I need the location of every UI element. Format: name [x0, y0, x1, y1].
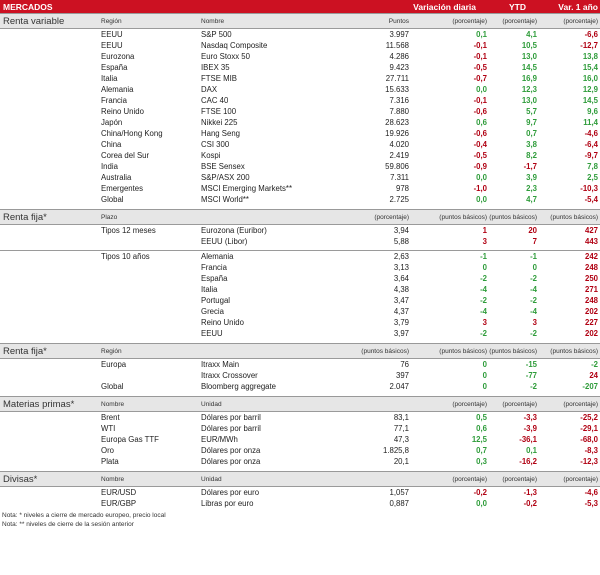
year-change-cell: 248 [584, 263, 598, 272]
footnote: Nota: ** niveles de cierre de la sesión anterior [2, 521, 134, 528]
daily-change-cell: 0 [482, 382, 487, 391]
ytd-change-cell: 10,5 [521, 41, 537, 50]
region-cell: China/Hong Kong [101, 129, 163, 138]
table-row [0, 139, 600, 150]
region-cell: India [101, 162, 118, 171]
section-materias-primas-body [0, 411, 600, 467]
name-cell: Portugal [201, 296, 231, 305]
year-change-cell: -29,1 [580, 424, 598, 433]
value-cell: 397 [395, 371, 409, 380]
daily-change-cell: -0,2 [473, 488, 487, 497]
table-row [0, 295, 600, 306]
year-change-cell: -6,4 [584, 140, 598, 149]
daily-change-cell: 0,7 [476, 446, 487, 455]
name-cell: S&P 500 [201, 30, 232, 39]
col-label: (porcentaje) [502, 17, 537, 25]
table-row [0, 273, 600, 284]
daily-change-cell: 0 [482, 263, 487, 272]
table-row [0, 28, 600, 40]
ytd-change-cell: -1,7 [523, 162, 537, 171]
ytd-change-cell: -1,3 [523, 488, 537, 497]
col-label: Puntos [388, 17, 409, 25]
daily-change-cell: 0 [482, 371, 487, 380]
unit-cell: Dólares por barril [201, 424, 261, 433]
term-cell: Tipos 10 años [101, 252, 150, 261]
value-cell: 4,37 [393, 307, 409, 316]
col-label: Región [101, 347, 122, 355]
ytd-change-cell: 4,7 [526, 195, 537, 204]
year-change-cell: -25,2 [580, 413, 598, 422]
table-row [0, 236, 600, 247]
col-label: Unidad [201, 475, 222, 483]
ytd-change-cell: 16,9 [521, 74, 537, 83]
col-label: Nombre [201, 17, 225, 25]
year-change-cell: 24 [589, 371, 598, 380]
value-cell: 3,97 [393, 329, 409, 338]
year-change-cell: -12,3 [580, 457, 598, 466]
col-label: (puntos básicos) [550, 347, 598, 355]
name-cell: BSE Sensex [201, 162, 245, 171]
region-cell: Australia [101, 173, 132, 182]
name-cell: Itraxx Main [201, 360, 240, 369]
daily-change-cell: -0,1 [473, 41, 487, 50]
table-row [0, 84, 600, 95]
table-row [0, 456, 600, 467]
value-cell: 0,887 [389, 499, 409, 508]
col-label: Nombre [101, 400, 125, 408]
value-cell: 5,88 [393, 237, 409, 246]
table-row [0, 150, 600, 161]
table-row [0, 250, 600, 262]
daily-change-cell: -0,6 [473, 129, 487, 138]
table-row [0, 224, 600, 236]
year-change-cell: -5,4 [584, 195, 598, 204]
daily-change-cell: -0,4 [473, 140, 487, 149]
table-row [0, 172, 600, 183]
daily-change-cell: -1 [480, 252, 487, 261]
section-renta-fija-tipos-body [0, 224, 600, 339]
year-change-cell: 443 [584, 237, 598, 246]
year-change-cell: 14,5 [582, 96, 598, 105]
ytd-change-cell: 13,0 [521, 52, 537, 61]
year-change-cell: 9,6 [587, 107, 598, 116]
name-cell: Euro Stoxx 50 [201, 52, 250, 61]
value-cell: 3,64 [393, 274, 409, 283]
col-label: (porcentaje) [452, 475, 487, 483]
col-label: (porcentaje) [502, 400, 537, 408]
value-cell: 1.825,8 [382, 446, 409, 455]
daily-change-cell: 0 [482, 360, 487, 369]
ytd-change-cell: 4,1 [526, 30, 537, 39]
daily-change-cell: -2 [480, 329, 487, 338]
table-title: MERCADOS [3, 1, 53, 12]
ytd-change-cell: -2 [530, 274, 537, 283]
section-title: Materias primas* [3, 398, 75, 410]
table-row [0, 51, 600, 62]
section-title: Renta fija* [3, 211, 47, 223]
region-cell: EEUU [101, 41, 123, 50]
value-cell: 7.311 [390, 173, 409, 182]
year-change-cell: 15,4 [582, 63, 598, 72]
name-cell: Italia [201, 285, 218, 294]
daily-change-cell: -4 [480, 307, 487, 316]
year-change-cell: 248 [584, 296, 598, 305]
ytd-change-cell: -3,9 [523, 424, 537, 433]
region-cell: Global [101, 195, 124, 204]
year-change-cell: -207 [582, 382, 598, 391]
section-divisas-header [0, 471, 600, 486]
ytd-change-cell: 8,2 [526, 151, 537, 160]
table-row [0, 73, 600, 84]
ytd-change-cell: 3,9 [526, 173, 537, 182]
ytd-change-cell: 0 [532, 263, 537, 272]
table-row [0, 317, 600, 328]
region-cell: EEUU [101, 30, 123, 39]
daily-change-cell: -1,0 [473, 184, 487, 193]
region-cell: Corea del Sur [101, 151, 150, 160]
name-cell: EEUU [201, 329, 223, 338]
year-change-cell: -10,3 [580, 184, 598, 193]
ytd-change-cell: 13,0 [521, 96, 537, 105]
value-cell: 19.926 [385, 129, 409, 138]
col-label: Unidad [201, 400, 222, 408]
value-cell: 4,38 [393, 285, 409, 294]
daily-change-cell: 0,0 [476, 173, 487, 182]
value-cell: 20,1 [393, 457, 409, 466]
section-title: Renta variable [3, 15, 65, 27]
year-change-cell: -4,6 [584, 129, 598, 138]
col-label: Región [101, 17, 122, 25]
col-label: (puntos básicos) [439, 347, 487, 355]
year-change-cell: 227 [584, 318, 598, 327]
section-materias-primas-header [0, 396, 600, 411]
year-change-cell: -6,6 [584, 30, 598, 39]
table-row [0, 284, 600, 295]
name-cell: Nikkei 225 [201, 118, 238, 127]
name-cell: Kospi [201, 151, 221, 160]
year-change-cell: 2,5 [587, 173, 598, 182]
name-cell: FTSE 100 [201, 107, 237, 116]
name-cell: Francia [201, 263, 227, 272]
table-row [0, 423, 600, 434]
value-cell: 3,79 [393, 318, 409, 327]
year-change-cell: 12,9 [582, 85, 598, 94]
ytd-change-cell: 0,7 [526, 129, 537, 138]
unit-cell: Dólares por onza [201, 457, 261, 466]
year-change-cell: -2 [591, 360, 598, 369]
daily-change-cell: -0,6 [473, 107, 487, 116]
section-renta-fija-credito-header [0, 343, 600, 358]
name-cell: Grecia [201, 307, 224, 316]
name-cell: Eurozona (Euribor) [201, 226, 267, 235]
name-cell: FTSE MIB [201, 74, 237, 83]
region-cell: Reino Unido [101, 107, 144, 116]
table-row [0, 62, 600, 73]
ytd-change-cell: 3 [532, 318, 537, 327]
value-cell: 3,94 [393, 226, 409, 235]
year-change-cell: -5,3 [584, 499, 598, 508]
name-cell: España [201, 274, 228, 283]
table-row [0, 381, 600, 392]
col-label: Nombre [101, 475, 125, 483]
table-row [0, 194, 600, 205]
value-cell: 3.997 [389, 30, 409, 39]
table-row [0, 370, 600, 381]
year-change-cell: 202 [584, 329, 598, 338]
value-cell: 28.623 [385, 118, 409, 127]
table-row [0, 306, 600, 317]
region-cell: Eurozona [101, 52, 135, 61]
region-cell: Global [101, 382, 124, 391]
year-change-cell: -9,7 [584, 151, 598, 160]
ytd-change-cell: -3,3 [523, 413, 537, 422]
value-cell: 2.047 [389, 382, 409, 391]
daily-change-cell: 0,6 [476, 118, 487, 127]
region-cell: Italia [101, 74, 118, 83]
value-cell: 2.725 [389, 195, 409, 204]
name-cell: EEUU (Libor) [201, 237, 248, 246]
col-label: (puntos básicos) [439, 213, 487, 221]
col-label: (porcentaje) [563, 17, 598, 25]
col-label: (porcentaje) [563, 475, 598, 483]
footnote: Nota: * niveles a cierre de mercado europeo, precio local [2, 512, 166, 519]
daily-change-cell: 1 [482, 226, 487, 235]
value-cell: 47,3 [393, 435, 409, 444]
value-cell: 15.633 [385, 85, 409, 94]
table-row [0, 486, 600, 498]
year-change-cell: 242 [584, 252, 598, 261]
daily-change-cell: -0,7 [473, 74, 487, 83]
year-change-cell: -4,6 [584, 488, 598, 497]
table-row [0, 95, 600, 106]
daily-change-cell: -0,1 [473, 96, 487, 105]
value-cell: 77,1 [393, 424, 409, 433]
year-change-cell: 427 [584, 226, 598, 235]
col-label: (puntos básicos) [489, 347, 537, 355]
value-cell: 27.711 [385, 74, 409, 83]
year-change-cell: 250 [584, 274, 598, 283]
region-cell: España [101, 63, 128, 72]
value-cell: 2.419 [389, 151, 409, 160]
table-header-bar [0, 0, 600, 13]
table-row [0, 161, 600, 172]
name-cell: S&P/ASX 200 [201, 173, 250, 182]
value-cell: 11.568 [385, 41, 409, 50]
table-row [0, 117, 600, 128]
name-cell: Europa Gas TTF [101, 435, 159, 444]
ytd-change-cell: -15 [525, 360, 537, 369]
name-cell: DAX [201, 85, 218, 94]
table-row [0, 128, 600, 139]
section-title: Renta fija* [3, 345, 47, 357]
col-label: Plazo [101, 213, 118, 221]
daily-change-cell: -0,1 [473, 52, 487, 61]
daily-change-cell: -0,5 [473, 151, 487, 160]
ytd-change-cell: -16,2 [519, 457, 537, 466]
daily-change-cell: 3 [482, 318, 487, 327]
col-daily-header: Variación diaria [413, 1, 476, 12]
name-cell: Brent [101, 413, 120, 422]
name-cell: EUR/USD [101, 488, 137, 497]
daily-change-cell: 0,3 [476, 457, 487, 466]
ytd-change-cell: 0,1 [526, 446, 537, 455]
daily-change-cell: 0,1 [476, 30, 487, 39]
region-cell: Japón [101, 118, 123, 127]
region-cell: Alemania [101, 85, 134, 94]
ytd-change-cell: 5,7 [526, 107, 537, 116]
ytd-change-cell: 2,3 [526, 184, 537, 193]
region-cell: China [101, 140, 122, 149]
daily-change-cell: -2 [480, 274, 487, 283]
col-label: (porcentaje) [502, 475, 537, 483]
section-renta-fija-tipos-header [0, 209, 600, 224]
section-renta-variable-body [0, 28, 600, 205]
daily-change-cell: -0,5 [473, 63, 487, 72]
name-cell: WTI [101, 424, 116, 433]
col-label: (porcentaje) [563, 400, 598, 408]
region-cell: Francia [101, 96, 127, 105]
value-cell: 7.316 [389, 96, 409, 105]
daily-change-cell: -0,9 [473, 162, 487, 171]
col-label: (porcentaje) [452, 17, 487, 25]
daily-change-cell: 12,5 [471, 435, 487, 444]
name-cell: Bloomberg aggregate [201, 382, 276, 391]
table-row [0, 358, 600, 370]
region-cell: Emergentes [101, 184, 144, 193]
table-row [0, 40, 600, 51]
year-change-cell: 16,0 [582, 74, 598, 83]
ytd-change-cell: 12,3 [521, 85, 537, 94]
name-cell: EUR/GBP [101, 499, 137, 508]
unit-cell: Libras por euro [201, 499, 254, 508]
col-label: (puntos básicos) [489, 213, 537, 221]
ytd-change-cell: -2 [530, 329, 537, 338]
daily-change-cell: -4 [480, 285, 487, 294]
unit-cell: EUR/MWh [201, 435, 238, 444]
name-cell: MSCI World** [201, 195, 249, 204]
name-cell: Plata [101, 457, 119, 466]
unit-cell: Dólares por euro [201, 488, 260, 497]
footnotes [0, 511, 600, 529]
ytd-change-cell: -0,2 [523, 499, 537, 508]
daily-change-cell: -2 [480, 296, 487, 305]
daily-change-cell: 0,5 [476, 413, 487, 422]
daily-change-cell: 0,6 [476, 424, 487, 433]
value-cell: 978 [395, 184, 409, 193]
term-cell: Tipos 12 meses [101, 226, 156, 235]
name-cell: CSI 300 [201, 140, 230, 149]
value-cell: 83,1 [393, 413, 409, 422]
year-change-cell: 7,8 [587, 162, 598, 171]
value-cell: 4.020 [389, 140, 409, 149]
year-change-cell: 202 [584, 307, 598, 316]
year-change-cell: 271 [584, 285, 598, 294]
name-cell: Oro [101, 446, 114, 455]
table-row [0, 262, 600, 273]
ytd-change-cell: 7 [532, 237, 537, 246]
daily-change-cell: 0,0 [476, 85, 487, 94]
table-row [0, 328, 600, 339]
region-cell: Europa [101, 360, 127, 369]
ytd-change-cell: -2 [530, 382, 537, 391]
ytd-change-cell: -77 [525, 371, 537, 380]
name-cell: Reino Unido [201, 318, 244, 327]
value-cell: 4.286 [389, 52, 409, 61]
name-cell: Alemania [201, 252, 234, 261]
name-cell: IBEX 35 [201, 63, 230, 72]
value-cell: 7.880 [389, 107, 409, 116]
value-cell: 9.423 [389, 63, 409, 72]
col-ytd-header: YTD [509, 1, 526, 12]
table-row [0, 183, 600, 194]
year-change-cell: 13,8 [582, 52, 598, 61]
ytd-change-cell: 3,8 [526, 140, 537, 149]
ytd-change-cell: -4 [530, 307, 537, 316]
value-cell: 59.806 [385, 162, 409, 171]
ytd-change-cell: 14,5 [521, 63, 537, 72]
name-cell: MSCI Emerging Markets** [201, 184, 292, 193]
name-cell: Itraxx Crossover [201, 371, 258, 380]
table-row [0, 106, 600, 117]
table-row [0, 411, 600, 423]
year-change-cell: 11,4 [583, 118, 598, 127]
value-cell: 3,47 [393, 296, 409, 305]
ytd-change-cell: -2 [530, 296, 537, 305]
table-row [0, 498, 600, 509]
name-cell: Nasdaq Composite [201, 41, 268, 50]
value-cell: 3,13 [393, 263, 409, 272]
section-title: Divisas* [3, 473, 38, 485]
ytd-change-cell: 9,7 [526, 118, 537, 127]
section-divisas-body [0, 486, 600, 509]
value-cell: 76 [400, 360, 409, 369]
unit-cell: Dólares por onza [201, 446, 261, 455]
col-year-header: Var. 1 año [558, 1, 598, 12]
year-change-cell: -12,7 [580, 41, 598, 50]
col-label: (puntos básicos) [361, 347, 409, 355]
name-cell: Hang Seng [201, 129, 241, 138]
year-change-cell: -68,0 [580, 435, 598, 444]
ytd-change-cell: -4 [530, 285, 537, 294]
year-change-cell: -8,3 [584, 446, 598, 455]
daily-change-cell: 0,0 [476, 195, 487, 204]
daily-change-cell: 0,0 [476, 499, 487, 508]
ytd-change-cell: -36,1 [519, 435, 537, 444]
col-label: (porcentaje) [452, 400, 487, 408]
table-row [0, 445, 600, 456]
ytd-change-cell: 20 [528, 226, 537, 235]
value-cell: 1,057 [389, 488, 409, 497]
table-row [0, 434, 600, 445]
unit-cell: Dólares por barril [201, 413, 261, 422]
ytd-change-cell: -1 [530, 252, 537, 261]
value-cell: 2,63 [393, 252, 409, 261]
daily-change-cell: 3 [482, 237, 487, 246]
col-label: (porcentaje) [374, 213, 409, 221]
col-label: (puntos básicos) [550, 213, 598, 221]
section-renta-fija-credito-body [0, 358, 600, 392]
name-cell: CAC 40 [201, 96, 229, 105]
section-renta-variable-header [0, 13, 600, 28]
